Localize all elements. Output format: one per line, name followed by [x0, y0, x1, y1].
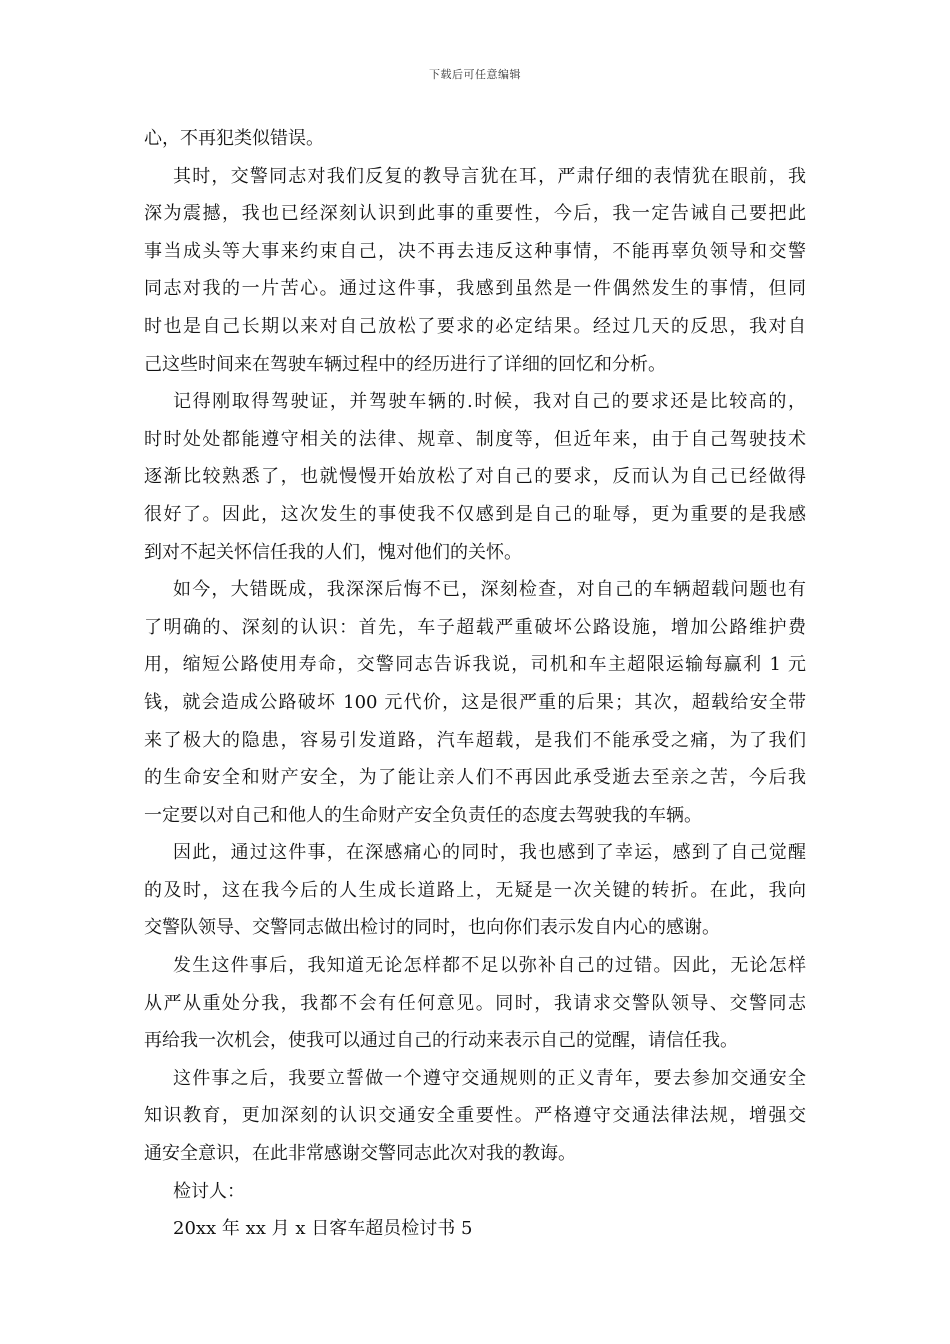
paragraph-first-line: 如今，大错既成，我深深后悔不已，深刻检查，对自己的车辆超载问题也有	[173, 579, 806, 601]
text-line: 同志对我的一片苦心。通过这件事，我感到虽然是一件偶然发生的事情，但同	[144, 278, 806, 300]
text-line: 逐渐比较熟悉了，也就慢慢开始放松了对自己的要求，反而认为自己已经做得	[144, 466, 806, 488]
text-line: 交警队领导、交警同志做出检讨的同时，也向你们表示发自内心的感谢。	[144, 917, 720, 939]
text-line: 钱，就会造成公路破坏 100 元代价，这是很严重的后果；其次，超载给安全带	[144, 691, 806, 713]
text-line: 事当成头等大事来约束自己，决不再去违反这种事情，不能再辜负领导和交警	[144, 240, 806, 262]
text-line: 的生命安全和财产安全，为了能让亲人们不再因此承受逝去至亲之苦，今后我	[144, 767, 806, 789]
paragraph-first-line: 因此，通过这件事，在深感痛心的同时，我也感到了幸运，感到了自己觉醒	[173, 842, 806, 864]
text-line: 深为震撼，我也已经深刻认识到此事的重要性，今后，我一定告诫自己要把此	[144, 203, 806, 225]
text-line: 到对不起关怀信任我的人们，愧对他们的关怀。	[144, 541, 522, 563]
paragraph-first-line: 其时，交警同志对我们反复的教导言犹在耳，严肃仔细的表情犹在眼前，我	[173, 165, 806, 187]
text-line: 知识教育，更加深刻的认识交通安全重要性。严格遵守交通法律法规，增强交	[144, 1105, 806, 1127]
text-line: 用，缩短公路使用寿命，交警同志告诉我说，司机和车主超限运输每赢利 1 元	[144, 654, 806, 676]
signature-label: 检讨人：	[173, 1180, 245, 1202]
date-and-next-title: 20xx 年 xx 月 x 日客车超员检讨书 5	[173, 1218, 473, 1240]
text-line: 再给我一次机会，使我可以通过自己的行动来表示自己的觉醒，请信任我。	[144, 1030, 738, 1052]
paragraph-first-line: 记得刚取得驾驶证，并驾驶车辆的.时候，我对自己的要求还是比较高的，	[173, 391, 806, 413]
paragraph-first-line: 这件事之后，我要立誓做一个遵守交通规则的正义青年，要去参加交通安全	[173, 1067, 806, 1089]
text-line: 一定要以对自己和他人的生命财产安全负责任的态度去驾驶我的车辆。	[144, 804, 702, 826]
paragraph-first-line: 发生这件事后，我知道无论怎样都不足以弥补自己的过错。因此，无论怎样	[173, 955, 806, 977]
text-line: 时时处处都能遵守相关的法律、规章、制度等，但近年来，由于自己驾驶技术	[144, 428, 806, 450]
text-line: 的及时，这在我今后的人生成长道路上，无疑是一次关键的转折。在此，我向	[144, 879, 806, 901]
text-line: 时也是自己长期以来对自己放松了要求的必定结果。经过几天的反思，我对自	[144, 315, 806, 337]
text-line: 很好了。因此，这次发生的事使我不仅感到是自己的耻辱，更为重要的是我感	[144, 503, 806, 525]
text-line: 心，不再犯类似错误。	[144, 128, 324, 149]
text-line: 来了极大的隐患，容易引发道路，汽车超载，是我们不能承受之痛，为了我们	[144, 729, 806, 751]
page-header: 下载后可任意编辑	[429, 68, 521, 81]
text-line: 从严从重处分我，我都不会有任何意见。同时，我请求交警队领导、交警同志	[144, 992, 806, 1014]
document-body	[144, 120, 806, 1248]
text-line: 己这些时间来在驾驶车辆过程中的经历进行了详细的回忆和分析。	[144, 353, 666, 375]
text-line: 通安全意识，在此非常感谢交警同志此次对我的教诲。	[144, 1143, 576, 1165]
text-line: 了明确的、深刻的认识：首先，车子超载严重破坏公路设施，增加公路维护费	[144, 616, 806, 638]
